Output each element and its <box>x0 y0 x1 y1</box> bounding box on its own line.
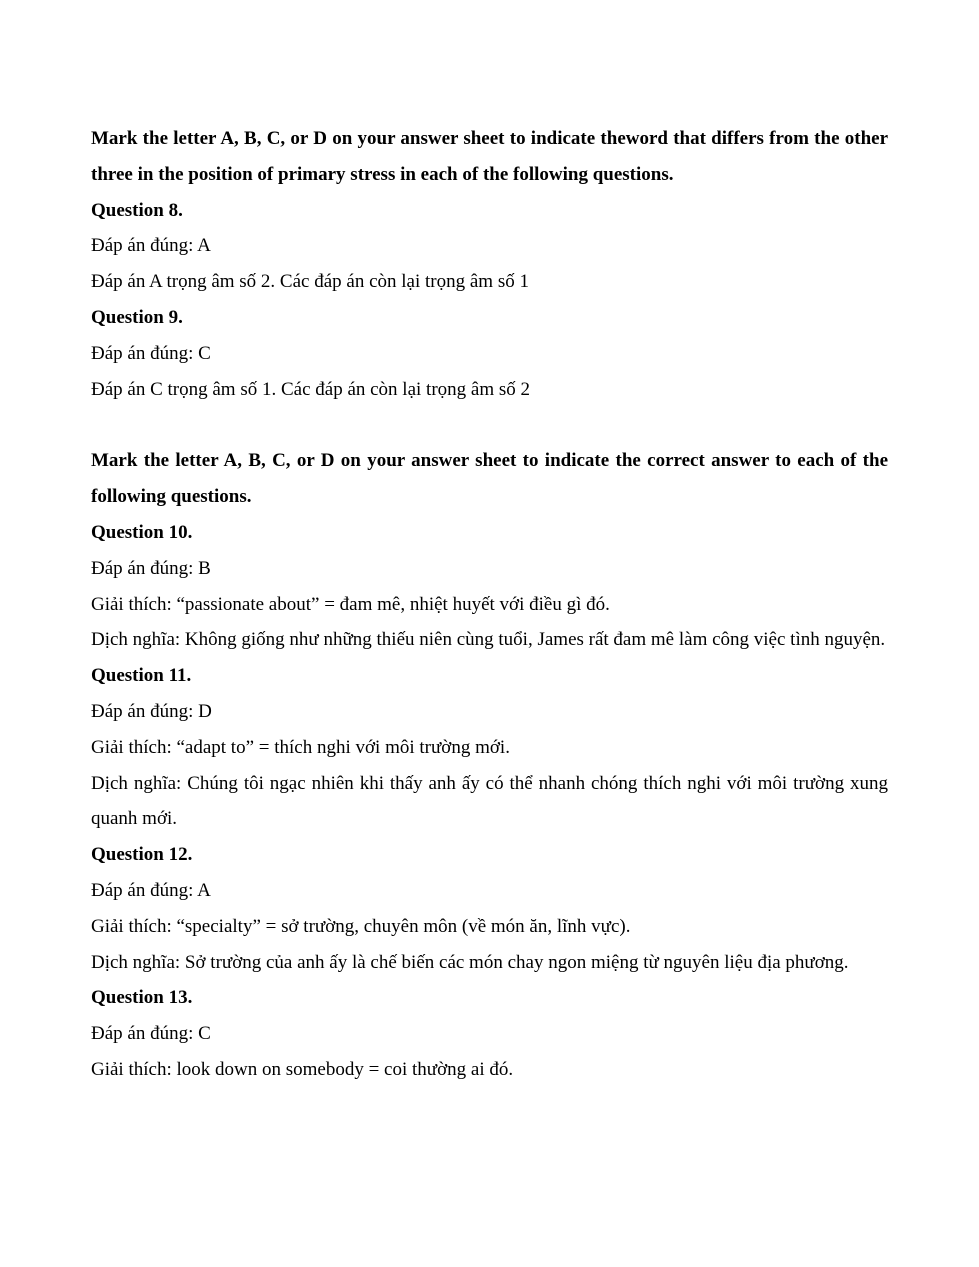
question-explanation: Giải thích: “passionate about” = đam mê, nhiệt huyết với điều gì đó. <box>91 593 610 615</box>
question-explanation: Đáp án A trọng âm số 2. Các đáp án còn lại trọng âm số 1 <box>91 271 529 293</box>
question-title: Question 11. <box>91 665 192 687</box>
section-spacer <box>91 407 888 443</box>
question-explanation: Giải thích: “specialty” = sở trường, chuyên môn (về món ăn, lĩnh vực). <box>91 915 631 937</box>
section2-instruction: Mark the letter A, B, C, or D on your answer sheet to indicate the correct answer to each of the following questions. <box>91 450 888 508</box>
question-answer: Đáp án đúng: C <box>91 342 211 364</box>
question-answer: Đáp án đúng: C <box>91 1023 211 1045</box>
question-translation: Dịch nghĩa: Sở trường của anh ấy là chế biến các món chay ngon miệng từ nguyên liệu địa phương. <box>91 951 849 973</box>
question-translation: Dịch nghĩa: Chúng tôi ngạc nhiên khi thấy anh ấy có thể nhanh chóng thích nghi với môi trường xung quanh mới. <box>91 772 888 830</box>
question-explanation: Giải thích: “adapt to” = thích nghi với môi trường mới. <box>91 736 510 758</box>
question-title: Question 12. <box>91 844 193 866</box>
question-title: Question 10. <box>91 521 193 543</box>
question-title: Question 9. <box>91 306 183 328</box>
section1-instruction: Mark the letter A, B, C, or D on your answer sheet to indicate theword that differs from the other three in the position of primary stress in each of the following questions. <box>91 128 888 185</box>
question-translation: Dịch nghĩa: Không giống như những thiếu niên cùng tuổi, James rất đam mê làm công việc tình nguyện. <box>91 629 886 651</box>
question-answer: Đáp án đúng: A <box>91 879 211 901</box>
question-explanation: Đáp án C trọng âm số 1. Các đáp án còn lại trọng âm số 2 <box>91 378 531 400</box>
question-title: Question 8. <box>91 199 183 221</box>
question-answer: Đáp án đúng: B <box>91 557 211 579</box>
question-answer: Đáp án đúng: A <box>91 235 211 257</box>
question-explanation: Giải thích: look down on somebody = coi thường ai đó. <box>91 1058 514 1080</box>
document-page <box>91 121 888 1088</box>
question-answer: Đáp án đúng: D <box>91 700 212 722</box>
question-title: Question 13. <box>91 987 193 1009</box>
